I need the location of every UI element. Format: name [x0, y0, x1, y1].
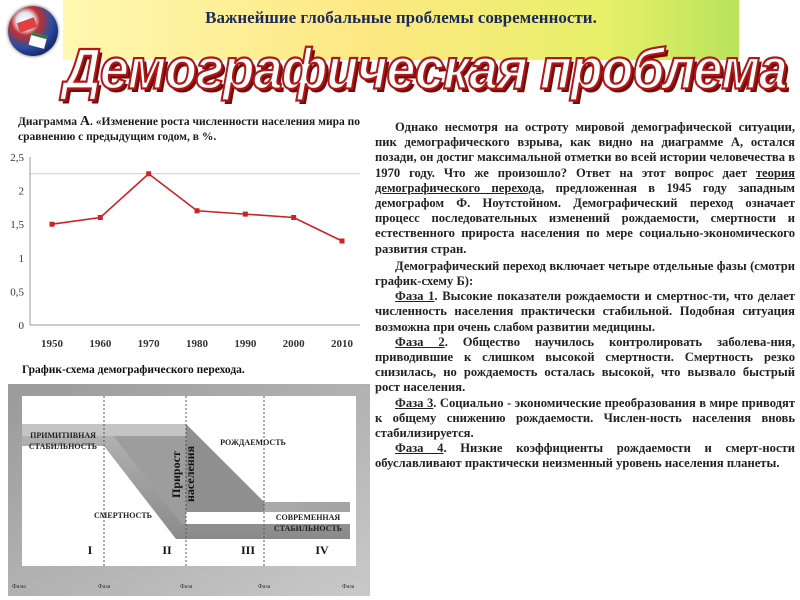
chart-a-y-tick: 0	[18, 320, 24, 332]
phase-2-label: II	[162, 543, 172, 557]
chart-a-y-tick: 2	[18, 185, 24, 198]
phase-2-body: . Общество научилось контролировать заболева-ния, приводившие к слишком высокой смертности. Смертность резко снизилась, но рождаемость осталась высокой, что вызвало быстрый рост населения.	[375, 334, 796, 395]
phase-4-body: . Низкие коэффициенты рождаемости и смерт-ности обуславливают практически неизменный уровень населения планеты.	[375, 441, 795, 471]
chart-a-point	[243, 212, 248, 217]
paragraph-intro-a: Однако несмотря на остроту мировой демографической ситуации, пик демографического взрыва, как видно на диаграмме А, остался позади, он достиг максимальной отметки во всей истории человечества в 1970 году. Что же произошло? Ответ на этот вопрос дает	[375, 120, 795, 180]
demographic-transition-schema	[8, 384, 370, 596]
phase-4-text	[375, 441, 795, 471]
phase-2-text	[375, 335, 795, 396]
paragraph-intro	[375, 120, 795, 257]
chart-a-caption-prefix: Диаграмма	[18, 116, 77, 128]
phase-4-heading: Фаза 4	[395, 441, 444, 456]
chart-a-y-tick: 1,5	[10, 219, 24, 232]
chart-a-caption-letter: А	[79, 114, 90, 129]
chart-a-caption-text: . «Изменение роста численности населения мира по сравнению с предыдущим годом, в %.	[18, 116, 360, 143]
label-primitive-2: СТАБИЛЬНОСТЬ	[28, 442, 98, 451]
phase-1-label: I	[87, 543, 93, 557]
chart-a-point	[195, 208, 200, 213]
chart-a-x-tick: 1990	[234, 338, 257, 350]
chart-a-caption	[18, 114, 373, 145]
chart-a-y-tick: 1	[18, 252, 24, 265]
chart-a-y-tick: 2,5	[10, 152, 24, 164]
axis-phase-2: Фаза	[180, 584, 193, 590]
phase-4-label: IV	[315, 543, 329, 557]
phase-1-text	[375, 289, 795, 335]
phase-2-heading: Фаза 2	[395, 334, 445, 349]
chart-a-x-tick: 2010	[331, 338, 353, 350]
phase-1-body: . Высокие показатели рождаемости и смертнос-ти, что делает численность населения практически стабильной. Подобная ситуация возможна при очень слабом развитии медицины.	[375, 289, 795, 334]
label-death: СМЕРТНОСТЬ	[94, 511, 152, 520]
chart-a-x-tick: 2000	[282, 338, 305, 350]
schema-caption: График-схема демографического перехода.	[22, 364, 245, 376]
phase-3-heading: Фаза 3	[395, 395, 434, 410]
page-title: Важнейшие глобальные проблемы современности.	[205, 8, 597, 27]
chart-a-point	[50, 222, 55, 227]
phase-3-body: . Социально - экономические преобразования в мире приводят к общему снижению рождаемости. Числен-ность населения вновь стабилизируется.	[375, 395, 796, 441]
chart-a-x-tick: 1980	[186, 338, 208, 350]
chart-a-x-tick: 1970	[137, 338, 160, 350]
label-growth-2: населения	[183, 445, 197, 502]
chart-a-point	[340, 239, 345, 244]
chart-a	[0, 145, 375, 355]
chart-a-point	[98, 215, 103, 220]
axis-phase-0: Фазы	[12, 584, 26, 590]
phase-3-text	[375, 396, 795, 442]
paragraph-intro-b: , предложенная в 1945 году западным демографом Ф. Ноутстойном. Демографический переход означает процесс последовательных изменений рождаемости, смертности и естественного прироста населения по мере социально-экономического развития стран.	[375, 180, 795, 256]
paragraph-phases: Демографический переход включает четыре отдельные фазы (смотри график-схему Б):	[375, 258, 795, 289]
phase-3-label: III	[240, 543, 256, 557]
axis-phase-1: Фаза	[98, 584, 111, 590]
phase-1-heading: Фаза 1	[395, 289, 435, 304]
chart-a-x-tick: 1960	[89, 338, 112, 350]
globe-flags-icon	[8, 6, 58, 56]
label-birth: РОЖДАЕМОСТЬ	[220, 438, 286, 447]
label-modern-1: СОВРЕМЕННАЯ	[275, 513, 341, 522]
label-growth-1: Прирост	[169, 451, 183, 498]
body-text	[375, 120, 795, 472]
chart-a-x-tick: 1950	[41, 338, 63, 350]
axis-phase-3: Фаза	[258, 584, 271, 590]
chart-a-point	[291, 215, 296, 220]
label-primitive-1: ПРИМИТИВНАЯ	[30, 431, 96, 440]
headline: Демографическая проблема	[63, 38, 787, 102]
label-modern-2: СТАБИЛЬНОСТЬ	[273, 524, 343, 533]
term-demographic-transition: теория демографического перехода	[375, 165, 795, 195]
chart-a-point	[146, 171, 151, 176]
chart-a-y-tick: 0,5	[10, 286, 24, 299]
chart-a-series-line	[52, 174, 342, 241]
axis-phase-4: Фаза	[342, 584, 355, 590]
